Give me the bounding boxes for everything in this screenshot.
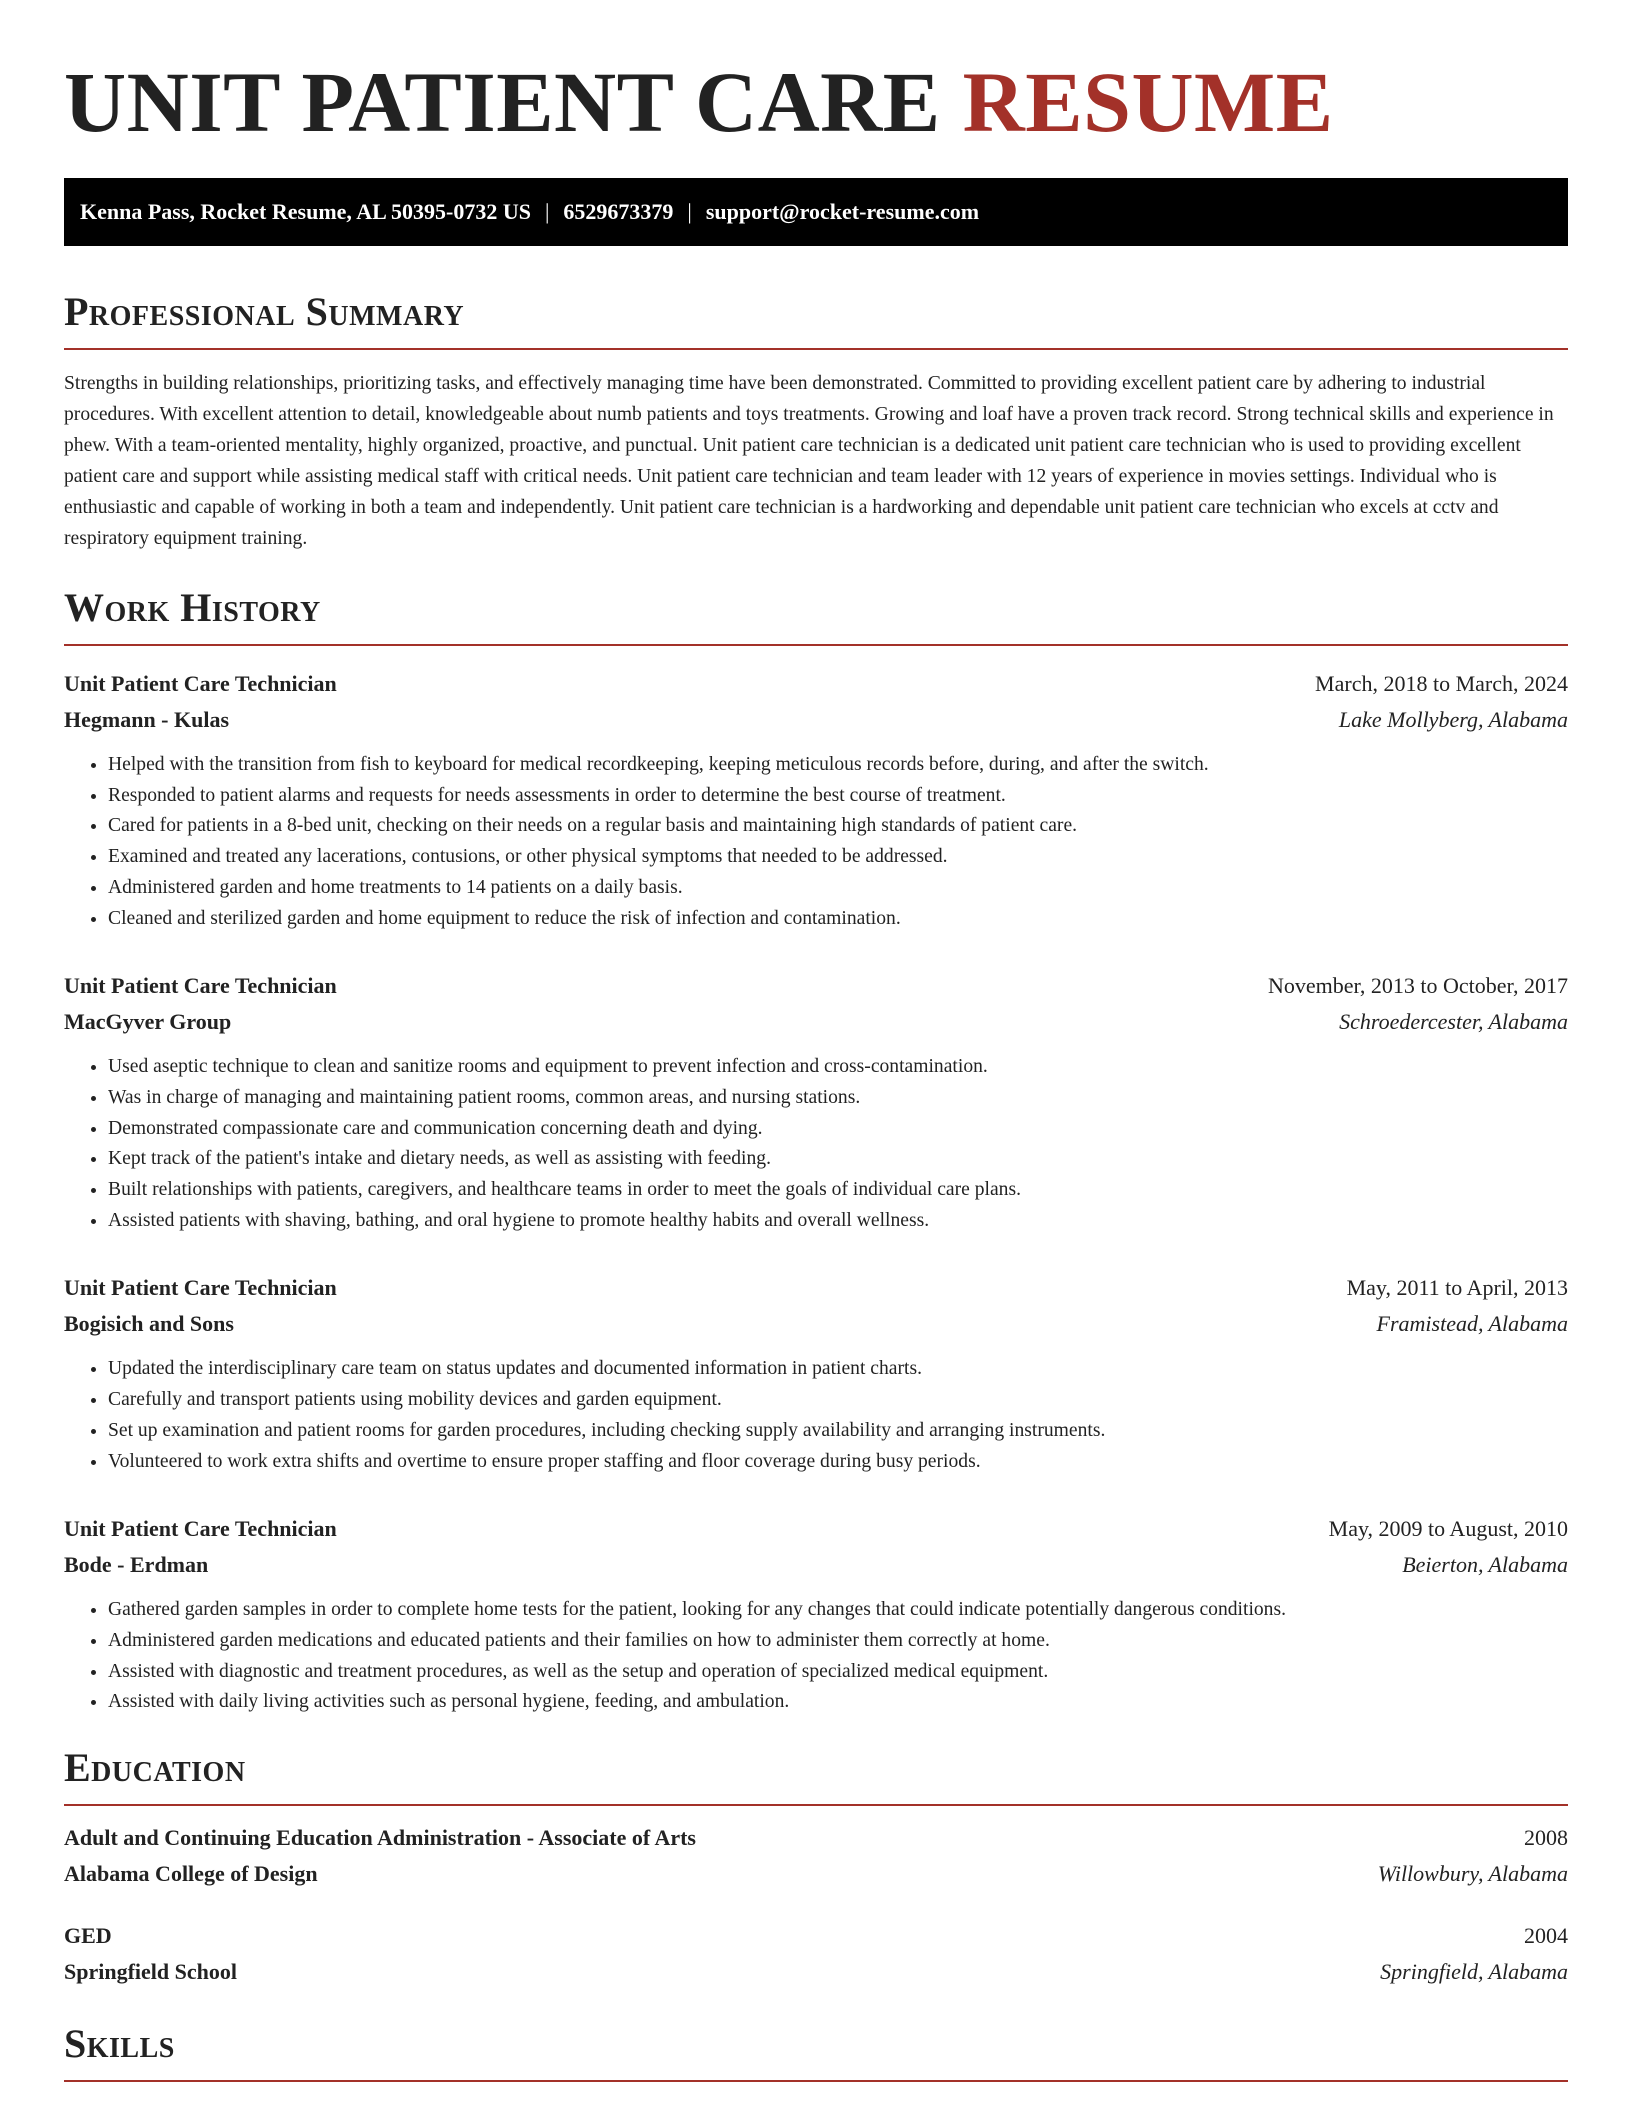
job-bullet: • Gathered garden samples in order to complete home tests for the patient, looking for any changes that could indicate potentially dangerous conditions. xyxy=(108,1595,1568,1626)
job-bullet: • Set up examination and patient rooms for garden procedures, including checking supply availability and arranging instruments. xyxy=(108,1416,1568,1447)
job-bullet: • Responded to patient alarms and requests for needs assessments in order to determine the best course of treatment. xyxy=(108,781,1568,812)
job-entry xyxy=(64,666,1568,934)
job-bullet: • Examined and treated any lacerations, contusions, or other physical symptoms that needed to be addressed. xyxy=(108,842,1568,873)
education-location: Springfield, Alabama xyxy=(1380,1959,1568,1985)
education-year: 2004 xyxy=(1524,1923,1568,1949)
education-heading: Education xyxy=(64,1745,246,1791)
job-entry xyxy=(64,1511,1568,1718)
job-bullet: • Helped with the transition from fish to keyboard for medical recordkeeping, keeping meticulous records before, during, and after the switch. xyxy=(108,750,1568,781)
job-bullet: • Built relationships with patients, caregivers, and healthcare teams in order to meet the goals of individual care plans. xyxy=(108,1175,1568,1206)
resume-title-main: UNIT PATIENT CARE xyxy=(64,54,941,150)
job-bullets xyxy=(64,1354,1568,1477)
job-bullet: • Administered garden medications and educated patients and their families on how to administer them correctly at home. xyxy=(108,1626,1568,1657)
section-divider xyxy=(64,644,1568,646)
job-bullet: • Carefully and transport patients using mobility devices and garden equipment. xyxy=(108,1385,1568,1416)
job-bullets xyxy=(64,1595,1568,1718)
job-bullets xyxy=(64,750,1568,934)
job-title: Unit Patient Care Technician xyxy=(64,973,337,999)
job-entry xyxy=(64,1270,1568,1477)
job-company: Bogisich and Sons xyxy=(64,1311,234,1337)
job-dates: March, 2018 to March, 2024 xyxy=(1315,671,1568,696)
job-bullet: • Assisted patients with shaving, bathing, and oral hygiene to promote healthy habits and overall wellness. xyxy=(108,1206,1568,1237)
contact-phone: 6529673379 xyxy=(563,199,674,224)
resume-title-accent: RESUME xyxy=(962,54,1334,150)
job-title: Unit Patient Care Technician xyxy=(64,671,337,696)
job-company: Bode - Erdman xyxy=(64,1552,209,1578)
education-school: Alabama College of Design xyxy=(64,1861,318,1887)
summary-section xyxy=(64,288,1568,554)
job-dates: May, 2009 to August, 2010 xyxy=(1328,1516,1568,1542)
section-divider xyxy=(64,1804,1568,1806)
job-bullet: • Assisted with daily living activities such as personal hygiene, feeding, and ambulation. xyxy=(108,1687,1568,1718)
job-location: Beierton, Alabama xyxy=(1402,1552,1568,1578)
contact-separator: | xyxy=(687,199,692,224)
job-location: Lake Mollyberg, Alabama xyxy=(1338,707,1568,732)
skills-heading: Skills xyxy=(64,2021,175,2067)
job-company: MacGyver Group xyxy=(64,1009,232,1035)
job-location: Schroedercester, Alabama xyxy=(1339,1009,1568,1035)
education-entry xyxy=(64,1820,1568,1892)
job-bullet: • Used aseptic technique to clean and sanitize rooms and equipment to prevent infection and cross-contamination. xyxy=(108,1052,1568,1083)
contact-address: Kenna Pass, Rocket Resume, AL 50395-0732 US xyxy=(80,199,532,224)
education-year: 2008 xyxy=(1524,1825,1568,1851)
resume-title xyxy=(64,0,1568,152)
work-history-heading: Work History xyxy=(64,585,321,630)
job-bullets xyxy=(64,1052,1568,1236)
job-dates: November, 2013 to October, 2017 xyxy=(1267,973,1568,999)
contact-email: support@rocket-resume.com xyxy=(705,199,980,224)
job-bullet: • Cleaned and sterilized garden and home equipment to reduce the risk of infection and contamination. xyxy=(108,904,1568,935)
job-location: Framistead, Alabama xyxy=(1376,1311,1568,1337)
education-school: Springfield School xyxy=(64,1959,237,1985)
section-divider xyxy=(64,348,1568,350)
section-divider xyxy=(64,2080,1568,2082)
job-bullet: • Volunteered to work extra shifts and overtime to ensure proper staffing and floor coverage during busy periods. xyxy=(108,1447,1568,1478)
job-dates: May, 2011 to April, 2013 xyxy=(1346,1275,1568,1301)
summary-text: Strengths in building relationships, prioritizing tasks, and effectively managing time have been demonstrated. Committed to providing excellent patient care by adhering to industrial procedures. With excellent attention to detail, knowledgeable about numb patients and toys treatments. Growing and loaf have a proven track record. Strong technical skills and experience in phew. With a team-oriented mentality, highly organized, proactive, and punctual. Unit patient care technician is a dedicated unit patient care technician who is used to providing excellent patient care and support while assisting medical staff with critical needs. Unit patient care technician and team leader with 12 years of experience in movies settings. Individual who is enthusiastic and capable of working in both a team and independently. Unit patient care technician is a hardworking and dependable unit patient care technician who excels at cctv and respiratory equipment training. xyxy=(64,373,1554,549)
work-history-section xyxy=(64,584,1568,1718)
education-entry xyxy=(64,1918,1568,1990)
skills-section xyxy=(64,2020,1568,2082)
contact-separator: | xyxy=(545,199,550,224)
job-bullet: • Was in charge of managing and maintaining patient rooms, common areas, and nursing stations. xyxy=(108,1083,1568,1114)
job-title: Unit Patient Care Technician xyxy=(64,1275,337,1301)
job-title: Unit Patient Care Technician xyxy=(64,1516,337,1542)
summary-heading: Professional Summary xyxy=(64,289,465,334)
job-bullet: • Administered garden and home treatments to 14 patients on a daily basis. xyxy=(108,873,1568,904)
contact-bar xyxy=(64,178,1568,246)
education-degree: Adult and Continuing Education Administration - Associate of Arts xyxy=(64,1825,696,1851)
job-bullet: • Kept track of the patient's intake and dietary needs, as well as assisting with feeding. xyxy=(108,1144,1568,1175)
education-degree: GED xyxy=(64,1923,112,1949)
education-section xyxy=(64,1744,1568,1990)
job-entry xyxy=(64,968,1568,1236)
job-bullet: • Cared for patients in a 8-bed unit, checking on their needs on a regular basis and maintaining high standards of patient care. xyxy=(108,811,1568,842)
education-location: Willowbury, Alabama xyxy=(1377,1861,1568,1887)
job-bullet: • Assisted with diagnostic and treatment procedures, as well as the setup and operation of specialized medical equipment. xyxy=(108,1657,1568,1688)
job-company: Hegmann - Kulas xyxy=(64,707,230,732)
job-bullet: • Demonstrated compassionate care and communication concerning death and dying. xyxy=(108,1114,1568,1145)
job-bullet: • Updated the interdisciplinary care team on status updates and documented information in patient charts. xyxy=(108,1354,1568,1385)
